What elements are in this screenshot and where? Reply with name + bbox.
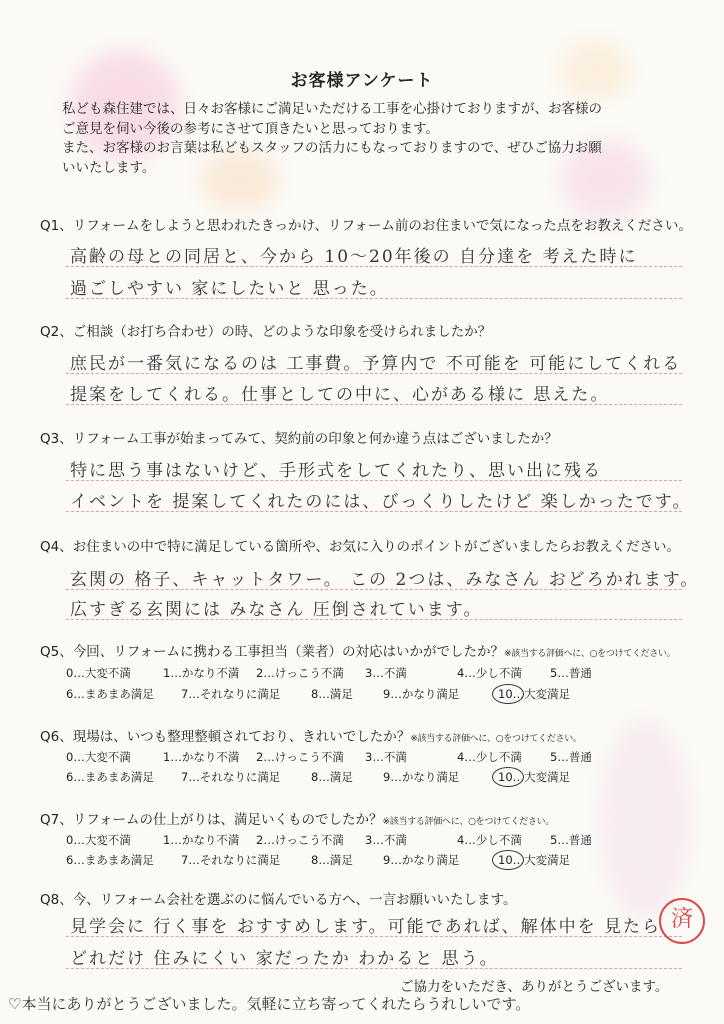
rating-option[interactable]: 7…それなりに満足	[181, 853, 281, 867]
rating-option[interactable]: 0…大変不満	[66, 666, 131, 680]
selection-circle	[492, 767, 524, 787]
rating-option[interactable]: 0…大変不満	[66, 833, 131, 847]
rating-option[interactable]: 5…普通	[550, 833, 592, 847]
page-title: お客様アンケート	[290, 71, 434, 91]
rating-option[interactable]: 8…満足	[311, 687, 353, 701]
rating-option[interactable]: 2…けっこう不満	[256, 750, 344, 764]
answer-rule	[66, 563, 682, 590]
rating-option[interactable]: 0…大変不満	[66, 750, 131, 764]
rating-option[interactable]: 9…かなり満足	[383, 687, 460, 701]
rating-option[interactable]: 6…まあまあ満足	[66, 687, 154, 701]
question-7-text: Q7、リフォームの仕上がりは、満足いくものでしたか？	[40, 812, 383, 828]
answer-rule	[66, 593, 682, 620]
question-4-label: Q4、お住まいの中で特に満足している箇所や、お気に入りのポイントがございましたらお教えください。	[40, 539, 680, 555]
question-6-text: Q6、現場は、いつも整理整頓されており、きれいでしたか？	[40, 729, 411, 745]
intro-line: 私ども森住建では、日々お客様にご満足いただける工事を心掛けておりますが、お客様の	[62, 101, 602, 117]
selection-circle	[492, 850, 524, 870]
question-1-answer-line-2: 過ごしやすい 家にしたいと 思った。	[70, 279, 389, 299]
intro-line: また、お客様のお言葉は私どもスタッフの活力にもなっておりますので、ぜひご協力お願	[62, 140, 602, 156]
rating-option[interactable]: 1…かなり不満	[163, 666, 240, 680]
question-8-label: Q8、今、リフォーム会社を選ぶのに悩んでいる方へ、一言お願いいたします。	[40, 892, 517, 908]
answer-rule	[66, 910, 682, 937]
rating-option[interactable]: 1…かなり不満	[163, 833, 240, 847]
question-3-answer-line-2: イベントを 提案してくれたのには、びっくりしたけど 楽しかったです。	[70, 492, 692, 512]
question-6-note: ※該当する評価へに、○をつけてください。	[410, 734, 582, 744]
question-4-answer-line-1: 玄関の 格子、キャットタワー。 この 2つは、みなさん おどろかれます。	[70, 570, 700, 590]
rating-option[interactable]: 6…まあまあ満足	[66, 770, 154, 784]
closing-text: ご協力をいただき、ありがとうございます。	[400, 979, 669, 995]
answer-rule	[66, 378, 682, 405]
question-5-text: Q5、今回、リフォームに携わる工事担当（業者）の対応はいかがでしたか？	[40, 644, 505, 660]
rating-option[interactable]: 7…それなりに満足	[181, 770, 281, 784]
rating-option[interactable]: 8…満足	[311, 770, 353, 784]
question-7-note: ※該当する評価へに、○をつけてください。	[382, 817, 554, 827]
rating-option[interactable]: 3…不満	[365, 666, 407, 680]
rating-option[interactable]: 4…少し不満	[457, 833, 522, 847]
rating-option[interactable]: 9…かなり満足	[383, 770, 460, 784]
question-4-answer-line-2: 広すぎる玄関には みなさん 圧倒されています。	[70, 600, 483, 620]
rating-option[interactable]: 5…普通	[550, 750, 592, 764]
rating-option[interactable]: 3…不満	[365, 833, 407, 847]
answer-rule	[66, 454, 682, 481]
rating-option[interactable]: 4…少し不満	[457, 666, 522, 680]
question-2-label: Q2、ご相談（お打ち合わせ）の時、どのような印象を受けられましたか？	[40, 324, 492, 340]
rating-option[interactable]: 2…けっこう不満	[256, 833, 344, 847]
approval-stamp: 済	[659, 898, 705, 944]
question-1-answer-line-1: 高齢の母との同居と、今から 10～20年後の 自分達を 考えた時に	[70, 247, 638, 267]
question-7-label	[40, 808, 700, 828]
question-3-answer-line-1: 特に思う事はないけど、手形式をしてくれたり、思い出に残る	[70, 461, 602, 481]
answer-rule	[66, 272, 682, 299]
rating-option[interactable]: 2…けっこう不満	[256, 666, 344, 680]
answer-rule	[66, 240, 682, 267]
question-6-label	[40, 725, 700, 745]
question-5-label	[40, 640, 700, 660]
question-2-answer-line-2: 提案をしてくれる。仕事としての中に、心がある様に 思えた。	[70, 385, 610, 405]
rating-option[interactable]: 6…まあまあ満足	[66, 853, 154, 867]
rating-option[interactable]: 3…不満	[365, 750, 407, 764]
selection-circle	[492, 684, 524, 704]
intro-text	[62, 100, 682, 178]
answer-rule	[66, 347, 682, 374]
intro-line: いいたします。	[62, 159, 156, 176]
rating-option-selected[interactable]: 10…大変満足	[498, 687, 571, 701]
rating-option[interactable]: 8…満足	[311, 853, 353, 867]
handwritten-footnote: ♡本当にありがとうございました。気軽に立ち寄ってくれたらうれしいです。	[8, 995, 531, 1013]
answer-rule	[66, 485, 682, 512]
intro-line: ご意見を伺い今後の参考にさせて頂きたいと思っております。	[62, 120, 439, 137]
question-5-note: ※該当する評価へに、○をつけてください。	[504, 649, 676, 659]
rating-option[interactable]: 7…それなりに満足	[181, 687, 281, 701]
question-3-label: Q3、リフォーム工事が始まってみて、契約前の印象と何か違う点はございましたか？	[40, 431, 558, 447]
rating-option[interactable]: 4…少し不満	[457, 750, 522, 764]
rating-option-selected[interactable]: 10…大変満足	[498, 770, 571, 784]
question-8-answer-line-2: どれだけ 住みにくい 家だったか わかると 思う。	[70, 949, 499, 969]
question-1-label: Q1、リフォームをしようと思われたきっかけ、リフォーム前のお住まいで気になった点をお教えください。	[40, 218, 692, 234]
rating-option-selected[interactable]: 10…大変満足	[498, 853, 571, 867]
rating-option[interactable]: 1…かなり不満	[163, 750, 240, 764]
question-2-answer-line-1: 庶民が一番気になるのは 工事費。予算内で 不可能を 可能にしてくれる	[70, 354, 682, 374]
rating-option[interactable]: 9…かなり満足	[383, 853, 460, 867]
question-8-answer-line-1: 見学会に 行く事を おすすめします。可能であれば、解体中を 見たら	[70, 917, 662, 937]
rating-option[interactable]: 5…普通	[550, 666, 592, 680]
answer-rule	[66, 942, 682, 969]
